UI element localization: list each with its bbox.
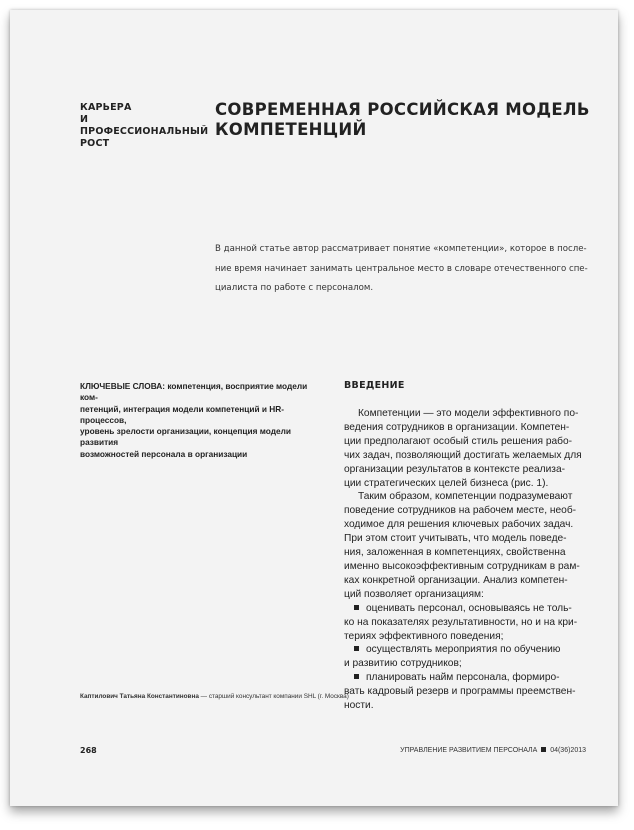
square-bullet-icon <box>354 674 359 679</box>
abstract-line: ние время начинает занимать центральное место в словаре отечественного спе- <box>215 263 588 274</box>
list-item <box>344 602 588 616</box>
rubric <box>80 102 209 150</box>
body-line: ции стратегических целей бизнеса (рис. 1). <box>344 477 549 489</box>
body-line: ния, заложенная в компетенциях, свойственна <box>344 547 566 559</box>
body-line: чих задач, позволяющий достигать желаемых для <box>344 449 582 461</box>
journal-footer <box>400 747 586 754</box>
paragraph <box>344 490 588 504</box>
abstract-line: В данной статье автор рассматривает понятие «компетенции», которое в после- <box>215 244 587 254</box>
body-line: териях эффективного поведения; <box>344 630 504 642</box>
body-line: поведение сотрудников на рабочем месте, необ- <box>344 505 577 517</box>
body-line: ко на показателях результативности, но и на кри- <box>344 616 578 628</box>
article-body <box>344 407 588 713</box>
list-item-continuation <box>344 616 588 644</box>
keywords-line: уровень зрелости организации, концепция модели развития <box>80 426 291 448</box>
list-item-continuation <box>344 685 588 713</box>
rubric-line: И ПРОФЕССИОНАЛЬНЫЙ <box>80 114 209 137</box>
paragraph-continuation <box>344 504 588 601</box>
abstract-line: циалиста по работе с персоналом. <box>215 283 374 293</box>
paragraph-continuation <box>344 421 588 491</box>
keywords <box>80 381 325 460</box>
keywords-line: возможностей персонала в организации <box>80 448 248 459</box>
list-item <box>344 643 588 657</box>
body-line: При этом стоит учитывать, что модель поведе- <box>344 533 567 545</box>
rubric-line: РОСТ <box>80 138 110 149</box>
body-line: ности. <box>344 700 374 712</box>
rubric-line: КАРЬЕРА <box>80 102 132 113</box>
square-bullet-icon <box>354 646 359 651</box>
body-line: планировать найм персонала, формиро- <box>366 672 560 684</box>
keywords-line: КЛЮЧЕВЫЕ СЛОВА: компетенция, восприятие модели ком- <box>80 381 308 403</box>
journal-page <box>10 10 618 806</box>
body-line: и развитию сотрудников; <box>344 658 462 670</box>
body-line: вать кадровый резерв и программы преемствен- <box>344 686 576 698</box>
list-item <box>344 671 588 685</box>
keywords-line: петенций, интеграция модели компетенций и HR-процессов, <box>80 403 285 425</box>
paragraph <box>344 407 588 421</box>
body-line: Компетенции — это модели эффективного по- <box>358 408 579 419</box>
body-line: Таким образом, компетенции подразумевают <box>358 491 573 503</box>
title-line: СОВРЕМЕННАЯ РОССИЙСКАЯ МОДЕЛЬ <box>215 100 590 119</box>
journal-issue: 04(36)2013 <box>550 747 586 754</box>
body-line: организации результатов в контексте реализа- <box>344 463 566 475</box>
square-separator-icon <box>541 747 546 752</box>
title-line: КОМПЕТЕНЦИЙ <box>215 120 367 139</box>
body-line: именно высокоэффективным сотрудникам в рам- <box>344 560 580 572</box>
section-heading: ВВЕДЕНИЕ <box>344 380 405 391</box>
abstract <box>215 240 590 299</box>
body-line: ведения сотрудников в организации. Компетен- <box>344 421 570 433</box>
body-line: ках конкретной организации. Анализ компетен- <box>344 574 568 586</box>
article-title <box>215 100 595 140</box>
body-line: ходимое для решения ключевых рабочих задач. <box>344 519 574 531</box>
body-line: ций позволяет организациям: <box>344 588 484 600</box>
page-number: 268 <box>80 746 97 755</box>
square-bullet-icon <box>354 605 359 610</box>
list-item-continuation <box>344 657 588 671</box>
body-line: ции предполагают особый стиль решения рабо- <box>344 435 573 447</box>
body-line: осуществлять мероприятия по обучению <box>366 644 561 656</box>
body-line: оценивать персонал, основываясь не толь- <box>366 602 572 614</box>
author-role: — старший консультант компании SHL (г. Москва) <box>198 693 349 700</box>
journal-name: УПРАВЛЕНИЕ РАЗВИТИЕМ ПЕРСОНАЛА <box>400 747 538 754</box>
author-name: Каптилович Татьяна Константиновна <box>80 693 199 700</box>
author-note <box>80 693 349 700</box>
